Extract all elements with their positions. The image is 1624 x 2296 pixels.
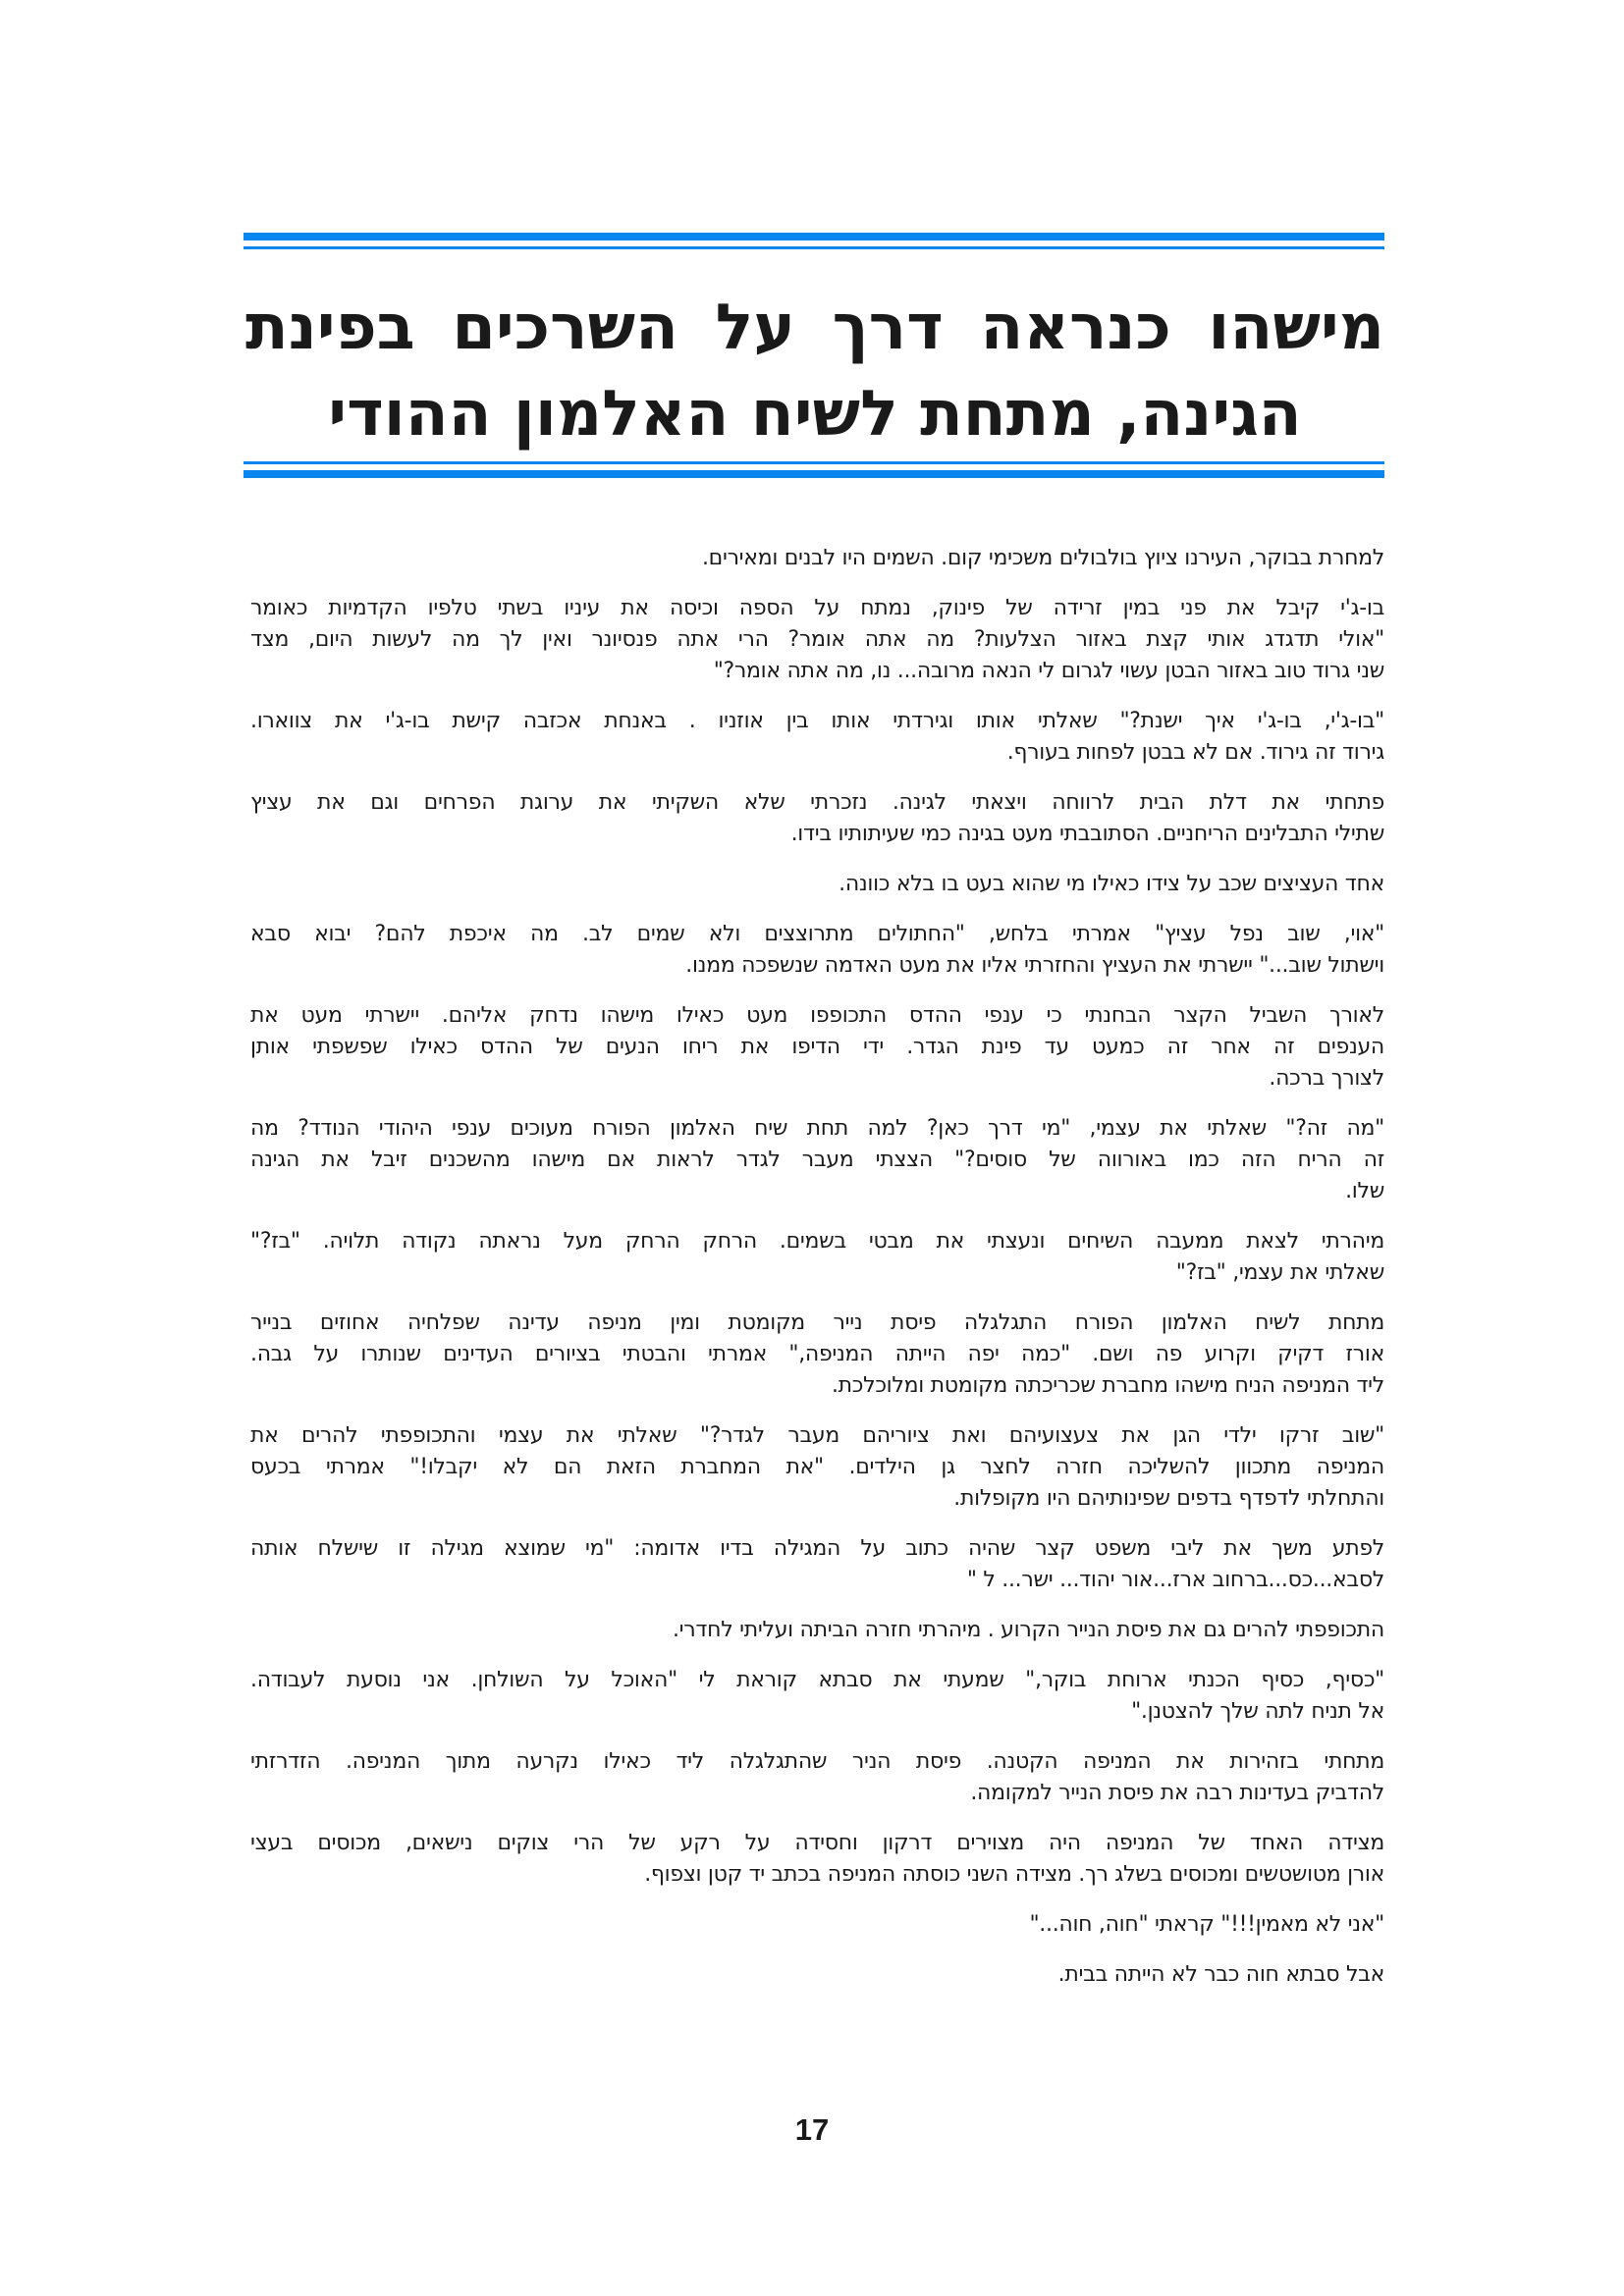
paragraph bbox=[250, 1226, 1384, 1289]
paragraph bbox=[250, 1308, 1384, 1402]
paragraph-line: "אני לא מאמין!!!" קראתי "חוה, חוה..." bbox=[1029, 1912, 1384, 1937]
paragraph bbox=[250, 869, 1384, 900]
chapter-title bbox=[245, 285, 1384, 457]
paragraph bbox=[250, 1959, 1384, 1991]
paragraph-line: להדביק בעדינות רבה את פיסת הנייר למקומה. bbox=[970, 1781, 1384, 1805]
paragraph-line: מתחתי בזהירות את המניפה הקטנה. פיסת הניר שהתגלגלה ליד כאילו נקרעה מתוך המניפה. הזדרזתי bbox=[250, 1749, 1384, 1774]
paragraph-line: לאורך השביל הקצר הבחנתי כי ענפי ההדס התכופפו מעט כאילו מישהו נדחק אליהם. יישרתי מעט את bbox=[250, 1003, 1384, 1028]
paragraph-line: והתחלתי לדפדף בדפים שפינותיהם היו מקופלות. bbox=[953, 1486, 1384, 1511]
page-number: 17 bbox=[794, 2112, 830, 2147]
paragraph bbox=[250, 1420, 1384, 1515]
paragraph-line: לצורך ברכה. bbox=[1269, 1066, 1384, 1091]
paragraph bbox=[250, 1665, 1384, 1728]
paragraph-line: המניפה מתכוון להשליכה חזרה לחצר גן הילדים. "את המחברת הזאת הם לא יקבלו!" אמרתי בכעס bbox=[250, 1455, 1384, 1479]
paragraph-line: אבל סבתא חוה כבר לא הייתה בבית. bbox=[1057, 1962, 1384, 1987]
paragraph-line: "אולי תדגדג אותי קצת באזור הצלעות? מה אתה אומר? הרי אתה פנסיונר ואין לך מה לעשות היום, מצד bbox=[250, 627, 1384, 652]
paragraph bbox=[250, 1828, 1384, 1891]
paragraph-line: למחרת בבוקר, העירנו ציוץ בולבולים משכימי קום. השמים היו לבנים ומאירים. bbox=[701, 546, 1384, 570]
paragraph-line: לסבא...כס...ברחוב ארז...אור יהוד... ישר... ל " bbox=[966, 1568, 1384, 1592]
paragraph bbox=[250, 543, 1384, 574]
top-rule-thin bbox=[244, 246, 1384, 249]
paragraph bbox=[250, 919, 1384, 982]
paragraph-line: "אוי, שוב נפל עציץ" אמרתי בלחש, "החתולים מתרוצצים ולא שמים לב. מה איכפת להם? יבוא סבא bbox=[250, 922, 1384, 946]
paragraph-line: שאלתי את עצמי, "בז?" bbox=[1175, 1260, 1384, 1285]
paragraph bbox=[250, 1113, 1384, 1207]
paragraph-line: ליד המניפה הניח מישהו מחברת שכריכתה מקומטת ומלוכלכת. bbox=[831, 1373, 1384, 1398]
paragraph-line: אורז דקיק וקרוע פה ושם. "כמה יפה הייתה המניפה," אמרתי והבטתי בציורים העדינים שנותרו על גבה. bbox=[250, 1342, 1384, 1366]
paragraph-line: "בו-ג'י, בו-ג'י איך ישנת?" שאלתי אותו וגירדתי אותו בין אוזניו . באנחת אכזבה קישת בו-ג'י את צווארו. bbox=[250, 709, 1384, 733]
bottom-rule-thin bbox=[244, 461, 1384, 464]
paragraph bbox=[250, 593, 1384, 687]
paragraph bbox=[250, 1909, 1384, 1941]
story-body bbox=[250, 543, 1384, 2009]
paragraph-line: מצידה האחד של המניפה היה מצוירים דרקון וחסידה על רקע של הרי צוקים נישאים, מכוסים בעצי bbox=[250, 1831, 1384, 1855]
paragraph-line: שני גרוד טוב באזור הבטן עשוי לגרום לי הנאה מרובה... נו, מה אתה אומר?" bbox=[713, 659, 1384, 683]
paragraph bbox=[250, 706, 1384, 769]
paragraph-line: זה הריח הזה כמו באורווה של סוסים?" הצצתי מעבר לגדר לראות אם מישהו מהשכנים זיבל את הגינה bbox=[250, 1148, 1384, 1172]
paragraph-line: לפתע משך את ליבי משפט קצר שהיה כתוב על המגילה בדיו אדומה: "מי שמוצא מגילה זו שישלח אותה bbox=[250, 1536, 1384, 1561]
chapter-title-line-1: מישהו כנראה דרך על השרכים בפינת bbox=[245, 292, 1384, 364]
paragraph-line: שתילי התבלינים הריחניים. הסתובבתי מעט בגינה כמי שעיתותיו בידו. bbox=[790, 822, 1384, 846]
paragraph bbox=[250, 1746, 1384, 1809]
paragraph-line: שלו. bbox=[1345, 1179, 1384, 1203]
paragraph bbox=[250, 1615, 1384, 1646]
paragraph-line: אורן מטושטשים ומכוסים בשלג רך. מצידה השני כוסתה המניפה בכתב יד קטן וצפוף. bbox=[644, 1862, 1384, 1887]
paragraph-line: הענפים זה אחר זה כמעט עד פינת הגדר. ידי הדיפו את ריחו הנעים של ההדס כאילו שפשפתי אותן bbox=[250, 1035, 1384, 1059]
top-rule-thick bbox=[244, 233, 1384, 240]
paragraph bbox=[250, 787, 1384, 850]
paragraph-line: "מה זה?" שאלתי את עצמי, "מי דרך כאן? למה תחת שיח האלמון הפורח מעוכים ענפי היהודי הנודד? מה bbox=[250, 1116, 1384, 1141]
paragraph-line: וישתול שוב..." יישרתי את העציץ והחזרתי אליו את מעט האדמה שנשפכה ממנו. bbox=[685, 953, 1384, 978]
paragraph-line: אל תניח לתה שלך להצטנן." bbox=[1131, 1699, 1384, 1724]
paragraph-line: בו-ג'י קיבל את פני במין זרידה של פינוק, נמתח על הספה וכיסה את עיניו בשתי טלפיו הקדמיות כאומר bbox=[250, 596, 1384, 620]
paragraph-line: התכופפתי להרים גם את פיסת הנייר הקרוע . מיהרתי חזרה הביתה ועליתי לחדרי. bbox=[672, 1618, 1384, 1642]
paragraph bbox=[250, 1533, 1384, 1596]
paragraph-line: אחד העציצים שכב על צידו כאילו מי שהוא בעט בו בלא כוונה. bbox=[839, 872, 1384, 896]
chapter-title-line-2: הגינה, מתחת לשיח האלמון ההודי bbox=[328, 378, 1302, 451]
paragraph-line: פתחתי את דלת הבית לרווחה ויצאתי לגינה. נזכרתי שלא השקיתי את ערוגת הפרחים וגם את עציץ bbox=[250, 790, 1384, 815]
paragraph-line: "כסיף, כסיף הכנתי ארוחת בוקר," שמעתי את סבתא קוראת לי "האוכל על השולחן. אני נוסעת לעבודה. bbox=[250, 1668, 1384, 1692]
bottom-rule-thick bbox=[244, 470, 1384, 478]
paragraph-line: גירוד זה גירוד. אם לא בבטן לפחות בעורף. bbox=[1006, 740, 1384, 765]
paragraph-line: "שוב זרקו ילדי הגן את צעצועיהם ואת ציוריהם מעבר לגדר?" שאלתי את עצמי והתכופפתי להרים את bbox=[250, 1423, 1384, 1448]
paragraph bbox=[250, 1000, 1384, 1095]
paragraph-line: מתחת לשיח האלמון הפורח התגלגלה פיסת נייר מקומטת ומין מניפה עדינה שפלחיה אחוזים בנייר bbox=[250, 1310, 1384, 1335]
paragraph-line: מיהרתי לצאת ממעבה השיחים ונעצתי את מבטי בשמים. הרחק הרחק מעל נראתה נקודה תלויה. "בז?" bbox=[250, 1229, 1384, 1254]
